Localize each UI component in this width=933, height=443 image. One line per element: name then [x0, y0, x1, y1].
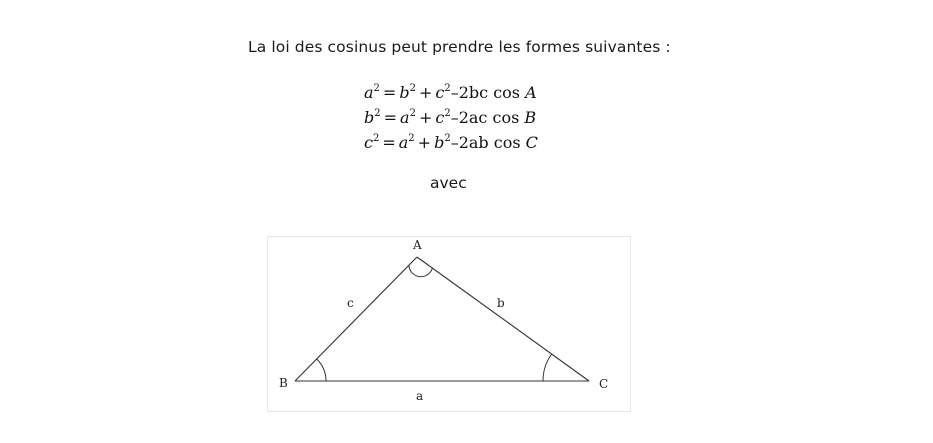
vertex-b-label: B — [279, 376, 288, 390]
side-b-label: b — [497, 296, 505, 310]
side-a-label: a — [416, 389, 424, 403]
triangle-diagram — [268, 237, 632, 413]
formula-a: $a^2 = b^2 + c^2-2bc$ cos A — [364, 83, 537, 102]
side-c-label: c — [347, 296, 354, 310]
vertex-c-label: C — [599, 377, 609, 391]
side-c-line — [295, 257, 417, 381]
intro-text: La loi des cosinus peut prendre les formes suivantes : — [248, 38, 671, 56]
formula-c: $c^2 = a^2 + b^2-2ab$ cos C — [364, 133, 538, 152]
angle-b-arc — [317, 359, 326, 381]
triangle-figure — [267, 236, 631, 412]
connector-text: avec — [430, 174, 467, 192]
side-b-line — [417, 257, 589, 381]
vertex-a-label: A — [413, 238, 422, 252]
law-of-cosines-formulas — [364, 80, 538, 155]
angle-a-arc — [409, 265, 433, 277]
formula-b: $b^2 = a^2 + c^2-2ac$ cos B — [364, 108, 537, 127]
angle-c-arc — [543, 354, 552, 381]
